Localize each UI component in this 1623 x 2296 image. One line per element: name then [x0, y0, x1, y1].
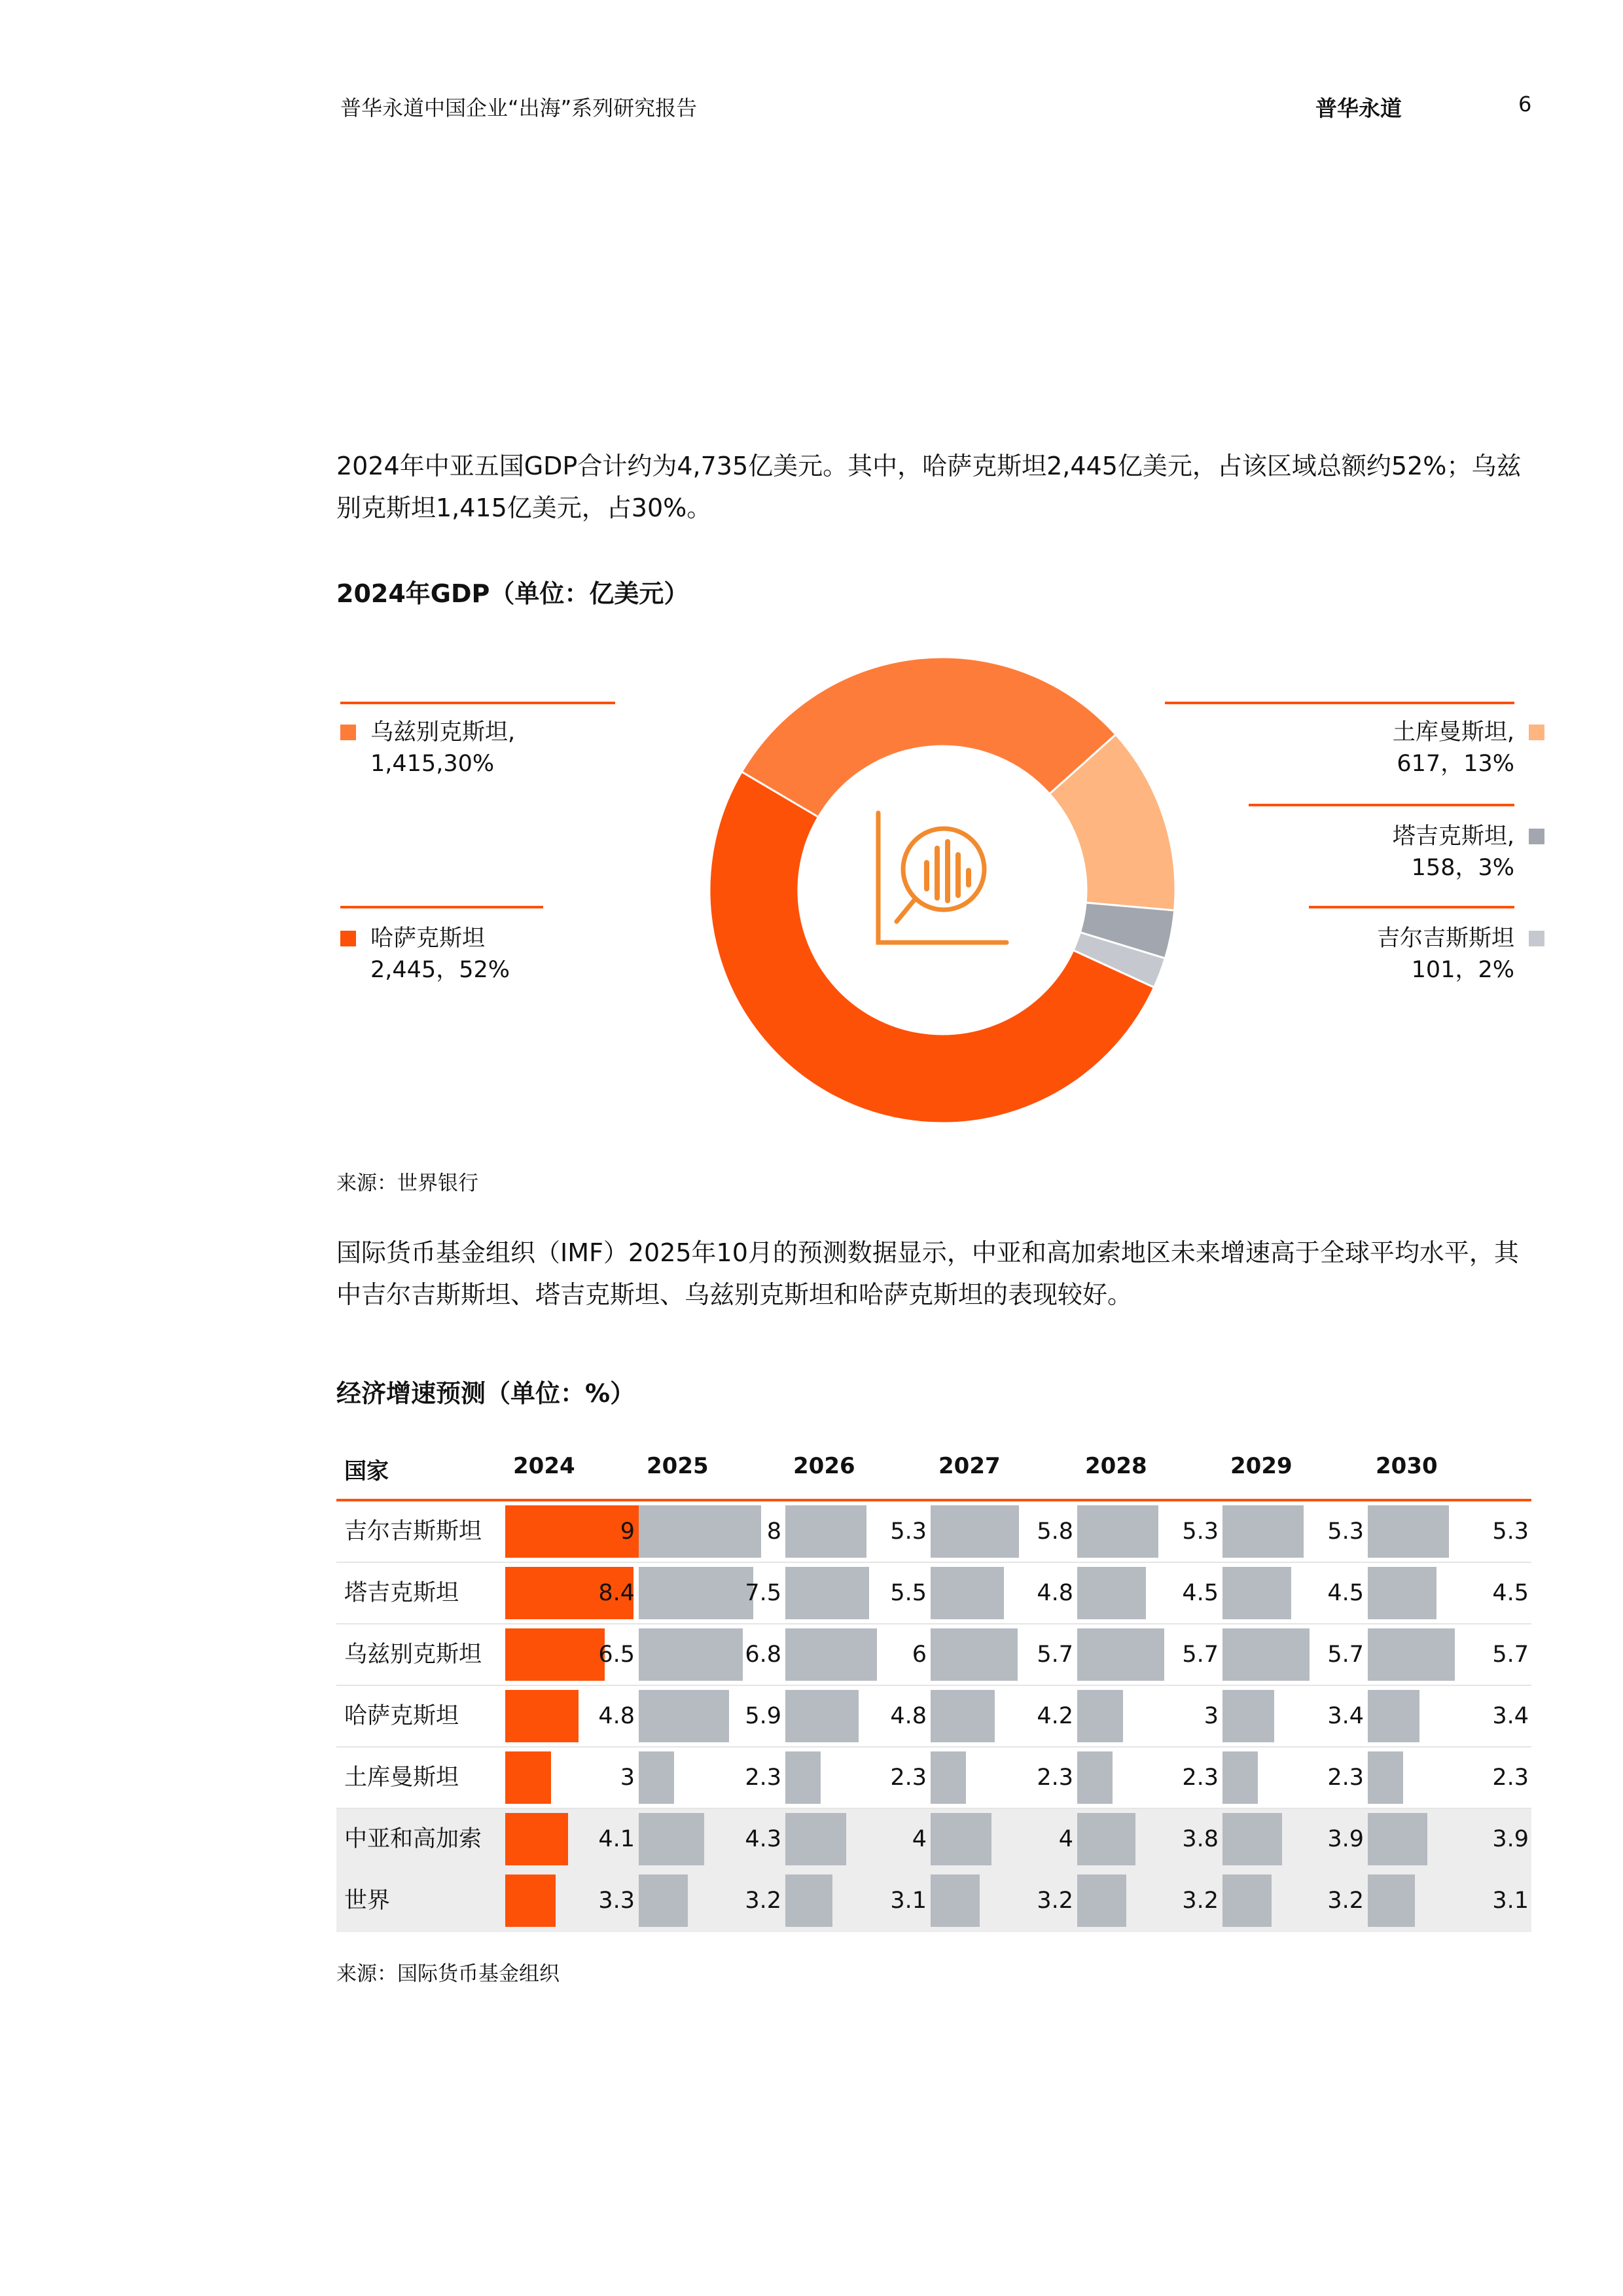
growth-value: 3.2	[745, 1888, 781, 1914]
legend-value: 1,415,30%	[370, 751, 495, 777]
growth-bar	[1222, 1567, 1291, 1619]
gdp-chart-title: 2024年GDP（单位：亿美元）	[336, 579, 689, 608]
growth-value: 3.4	[1327, 1703, 1364, 1729]
legend-label: 乌兹别克斯坦,	[370, 719, 516, 745]
growth-value: 3.8	[1182, 1826, 1219, 1852]
legend-divider	[1165, 702, 1514, 704]
growth-value: 6	[912, 1641, 927, 1668]
growth-value: 4.8	[1037, 1580, 1073, 1606]
growth-value: 4.1	[598, 1826, 635, 1852]
growth-value: 3.2	[1182, 1888, 1219, 1914]
legend-item-kyrgyzstan	[1243, 923, 1544, 986]
growth-value: 4.8	[890, 1703, 927, 1729]
growth-bar	[1222, 1874, 1272, 1927]
table-row	[336, 1871, 1531, 1932]
growth-value: 3.9	[1327, 1826, 1364, 1852]
gdp-donut-chart	[707, 655, 1178, 1126]
legend-item-turkmenistan	[1243, 717, 1544, 780]
table-row	[336, 1686, 1531, 1748]
legend-divider	[1309, 906, 1514, 908]
legend-value: 617，13%	[1397, 751, 1514, 777]
row-label: 土库曼斯坦	[344, 1765, 459, 1791]
growth-value: 5.7	[1037, 1641, 1073, 1668]
table-row	[336, 1748, 1531, 1809]
growth-value: 5.9	[745, 1703, 781, 1729]
growth-value: 4	[912, 1826, 927, 1852]
growth-value: 3	[1204, 1703, 1219, 1729]
growth-bar	[1368, 1505, 1449, 1558]
legend-divider	[1249, 804, 1514, 806]
growth-bar	[505, 1874, 556, 1927]
growth-value: 3	[620, 1765, 635, 1791]
table-row	[336, 1624, 1531, 1686]
legend-swatch	[1529, 829, 1544, 844]
growth-bar	[1222, 1690, 1274, 1742]
growth-value: 4.5	[1492, 1580, 1529, 1606]
growth-bar	[1222, 1751, 1258, 1804]
growth-value: 5.7	[1182, 1641, 1219, 1668]
growth-value: 4.3	[745, 1826, 781, 1852]
growth-value: 3.1	[890, 1888, 927, 1914]
growth-bar	[1368, 1813, 1427, 1865]
growth-value: 2.3	[890, 1765, 927, 1791]
growth-value: 7.5	[745, 1580, 781, 1606]
growth-bar	[1077, 1690, 1123, 1742]
legend-value: 101，2%	[1411, 957, 1514, 983]
legend-swatch	[340, 725, 356, 740]
growth-value: 5.3	[1182, 1518, 1219, 1545]
growth-bar	[1077, 1874, 1126, 1927]
row-label: 吉尔吉斯斯坦	[344, 1518, 482, 1545]
legend-label: 吉尔吉斯斯坦	[1376, 925, 1514, 952]
legend-label: 塔吉克斯坦,	[1392, 823, 1514, 850]
row-label: 中亚和高加索	[344, 1826, 482, 1852]
growth-value: 2.3	[1182, 1765, 1219, 1791]
growth-forecast-table	[336, 1435, 1531, 1932]
growth-bar	[1368, 1690, 1419, 1742]
legend-item-uzbekistan	[340, 717, 645, 780]
legend-divider	[340, 702, 615, 704]
table-body	[336, 1501, 1531, 1932]
growth-bar	[931, 1690, 995, 1742]
row-label: 哈萨克斯坦	[344, 1703, 459, 1729]
growth-value: 5.3	[1327, 1518, 1364, 1545]
column-header: 2027	[938, 1453, 1001, 1479]
column-header: 2030	[1376, 1453, 1438, 1479]
legend-value: 158，3%	[1411, 855, 1514, 881]
column-header: 2024	[513, 1453, 575, 1479]
table-row	[336, 1563, 1531, 1624]
legend-value: 2,445，52%	[370, 957, 510, 983]
growth-value: 2.3	[1492, 1765, 1529, 1791]
legend-label: 哈萨克斯坦	[370, 925, 486, 952]
growth-bar	[1368, 1628, 1455, 1681]
growth-value: 3.1	[1492, 1888, 1529, 1914]
growth-bar	[505, 1751, 551, 1804]
growth-table-title: 经济增速预测（单位：%）	[336, 1379, 635, 1408]
growth-value: 3.2	[1327, 1888, 1364, 1914]
row-label: 乌兹别克斯坦	[344, 1641, 482, 1668]
growth-value: 4.2	[1037, 1703, 1073, 1729]
growth-bar	[931, 1813, 991, 1865]
growth-bar	[639, 1813, 704, 1865]
growth-value: 6.5	[598, 1641, 635, 1668]
growth-value: 2.3	[745, 1765, 781, 1791]
growth-value: 5.3	[1492, 1518, 1529, 1545]
table-row	[336, 1809, 1531, 1871]
table-row	[336, 1501, 1531, 1563]
growth-value: 4.5	[1327, 1580, 1364, 1606]
brand-name: 普华永道	[1315, 96, 1402, 121]
legend-swatch	[340, 931, 356, 946]
growth-bar	[1222, 1813, 1282, 1865]
growth-bar	[1368, 1874, 1415, 1927]
growth-bar	[931, 1751, 966, 1804]
growth-value: 9	[620, 1518, 635, 1545]
legend-swatch	[1529, 725, 1544, 740]
growth-bar	[1077, 1813, 1135, 1865]
row-label: 塔吉克斯坦	[344, 1580, 459, 1606]
legend-swatch	[1529, 931, 1544, 946]
column-header: 2028	[1085, 1453, 1147, 1479]
magnifier-bar-chart-icon	[878, 813, 1007, 942]
growth-value: 3.3	[598, 1888, 635, 1914]
growth-value: 3.2	[1037, 1888, 1073, 1914]
growth-value: 3.4	[1492, 1703, 1529, 1729]
growth-bar	[785, 1751, 821, 1804]
growth-value: 2.3	[1037, 1765, 1073, 1791]
growth-value: 5.8	[1037, 1518, 1073, 1545]
growth-bar	[785, 1874, 832, 1927]
growth-value: 5.7	[1327, 1641, 1364, 1668]
growth-value: 4.5	[1182, 1580, 1219, 1606]
growth-bar	[1368, 1751, 1403, 1804]
growth-value: 4	[1058, 1826, 1073, 1852]
growth-value: 6.8	[745, 1641, 781, 1668]
column-header: 2025	[647, 1453, 709, 1479]
growth-bar	[785, 1813, 846, 1865]
imf-forecast-paragraph: 国际货币基金组织（IMF）2025年10月的预测数据显示，中亚和高加索地区未来增速高于全球平均水平，其中吉尔吉斯斯坦、塔吉克斯坦、乌兹别克斯坦和哈萨克斯坦的表现较好。	[336, 1238, 1519, 1309]
legend-item-tajikistan	[1243, 821, 1544, 884]
growth-bar	[639, 1751, 674, 1804]
growth-table-source: 来源：国际货币基金组织	[336, 1962, 560, 1986]
page-number: 6	[1518, 92, 1532, 117]
legend-label: 土库曼斯坦,	[1392, 719, 1514, 745]
growth-value: 5.5	[890, 1580, 927, 1606]
legend-divider	[340, 906, 543, 908]
growth-value: 5.3	[890, 1518, 927, 1545]
growth-value: 2.3	[1327, 1765, 1364, 1791]
report-series-title: 普华永道中国企业“出海”系列研究报告	[340, 96, 698, 120]
growth-bar	[1368, 1567, 1436, 1619]
column-header: 2026	[793, 1453, 855, 1479]
gdp-summary-paragraph: 2024年中亚五国GDP合计约为4,735亿美元。其中，哈萨克斯坦2,445亿美元，占该区域总额约52%；乌兹别克斯坦1,415亿美元，占30%。	[336, 452, 1522, 522]
gdp-chart-source: 来源：世界银行	[336, 1172, 478, 1195]
growth-value: 3.9	[1492, 1826, 1529, 1852]
growth-bar	[931, 1874, 980, 1927]
growth-bar	[1077, 1751, 1113, 1804]
column-header: 2029	[1230, 1453, 1293, 1479]
row-label: 世界	[344, 1888, 391, 1914]
growth-value: 8	[766, 1518, 781, 1545]
growth-value: 4.8	[598, 1703, 635, 1729]
growth-value: 5.7	[1492, 1641, 1529, 1668]
growth-value: 8.4	[598, 1580, 635, 1606]
table-header-row	[336, 1435, 1531, 1501]
growth-bar	[639, 1874, 688, 1927]
growth-bar	[1077, 1567, 1146, 1619]
growth-bar	[931, 1567, 1004, 1619]
legend-item-kazakhstan	[340, 923, 645, 986]
column-header: 国家	[344, 1458, 389, 1484]
